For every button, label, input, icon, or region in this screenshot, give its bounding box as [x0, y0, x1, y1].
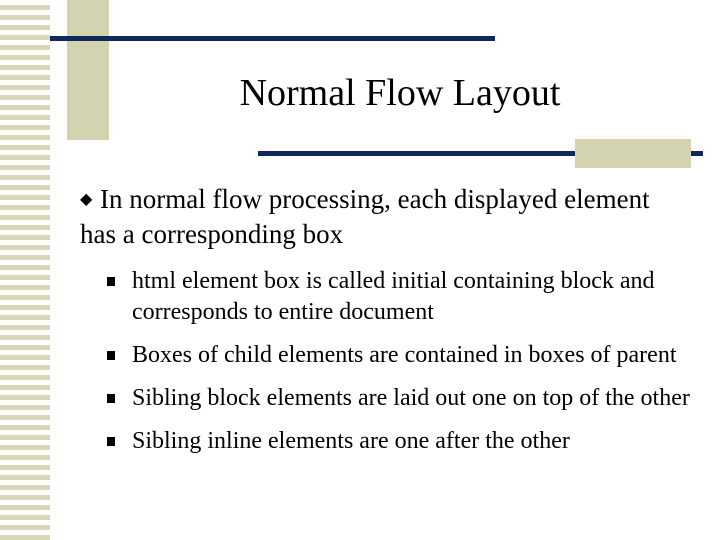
right-accent-block: [575, 139, 691, 168]
list-item-text: Sibling inline elements are one after the other: [132, 428, 570, 454]
square-bullet-icon: [107, 394, 115, 403]
list-item: [100, 426, 690, 457]
list-item: [100, 383, 690, 414]
square-bullet-icon: [107, 351, 115, 360]
list-item-text: Sibling block elements are laid out one on top of the other: [132, 385, 690, 411]
square-bullet-icon: [107, 437, 115, 446]
top-accent-block: [67, 0, 109, 140]
list-item-text: Boxes of child elements are contained in boxes of parent: [132, 342, 677, 368]
square-bullet-icon: [107, 277, 115, 286]
main-point-text: In normal flow processing, each displayed element has a corresponding box: [80, 184, 650, 249]
list-item-text: html element box is called initial containing block and corresponds to entire document: [132, 268, 655, 325]
left-stripe-decoration: [0, 0, 50, 540]
slide-title: Normal Flow Layout: [239, 72, 561, 114]
diamond-bullet-icon: ◆: [80, 191, 93, 208]
list-item: [100, 266, 690, 328]
list-item: [100, 340, 690, 371]
top-rule: [50, 36, 495, 41]
main-point: [80, 182, 680, 251]
sub-point-list: [100, 266, 690, 469]
